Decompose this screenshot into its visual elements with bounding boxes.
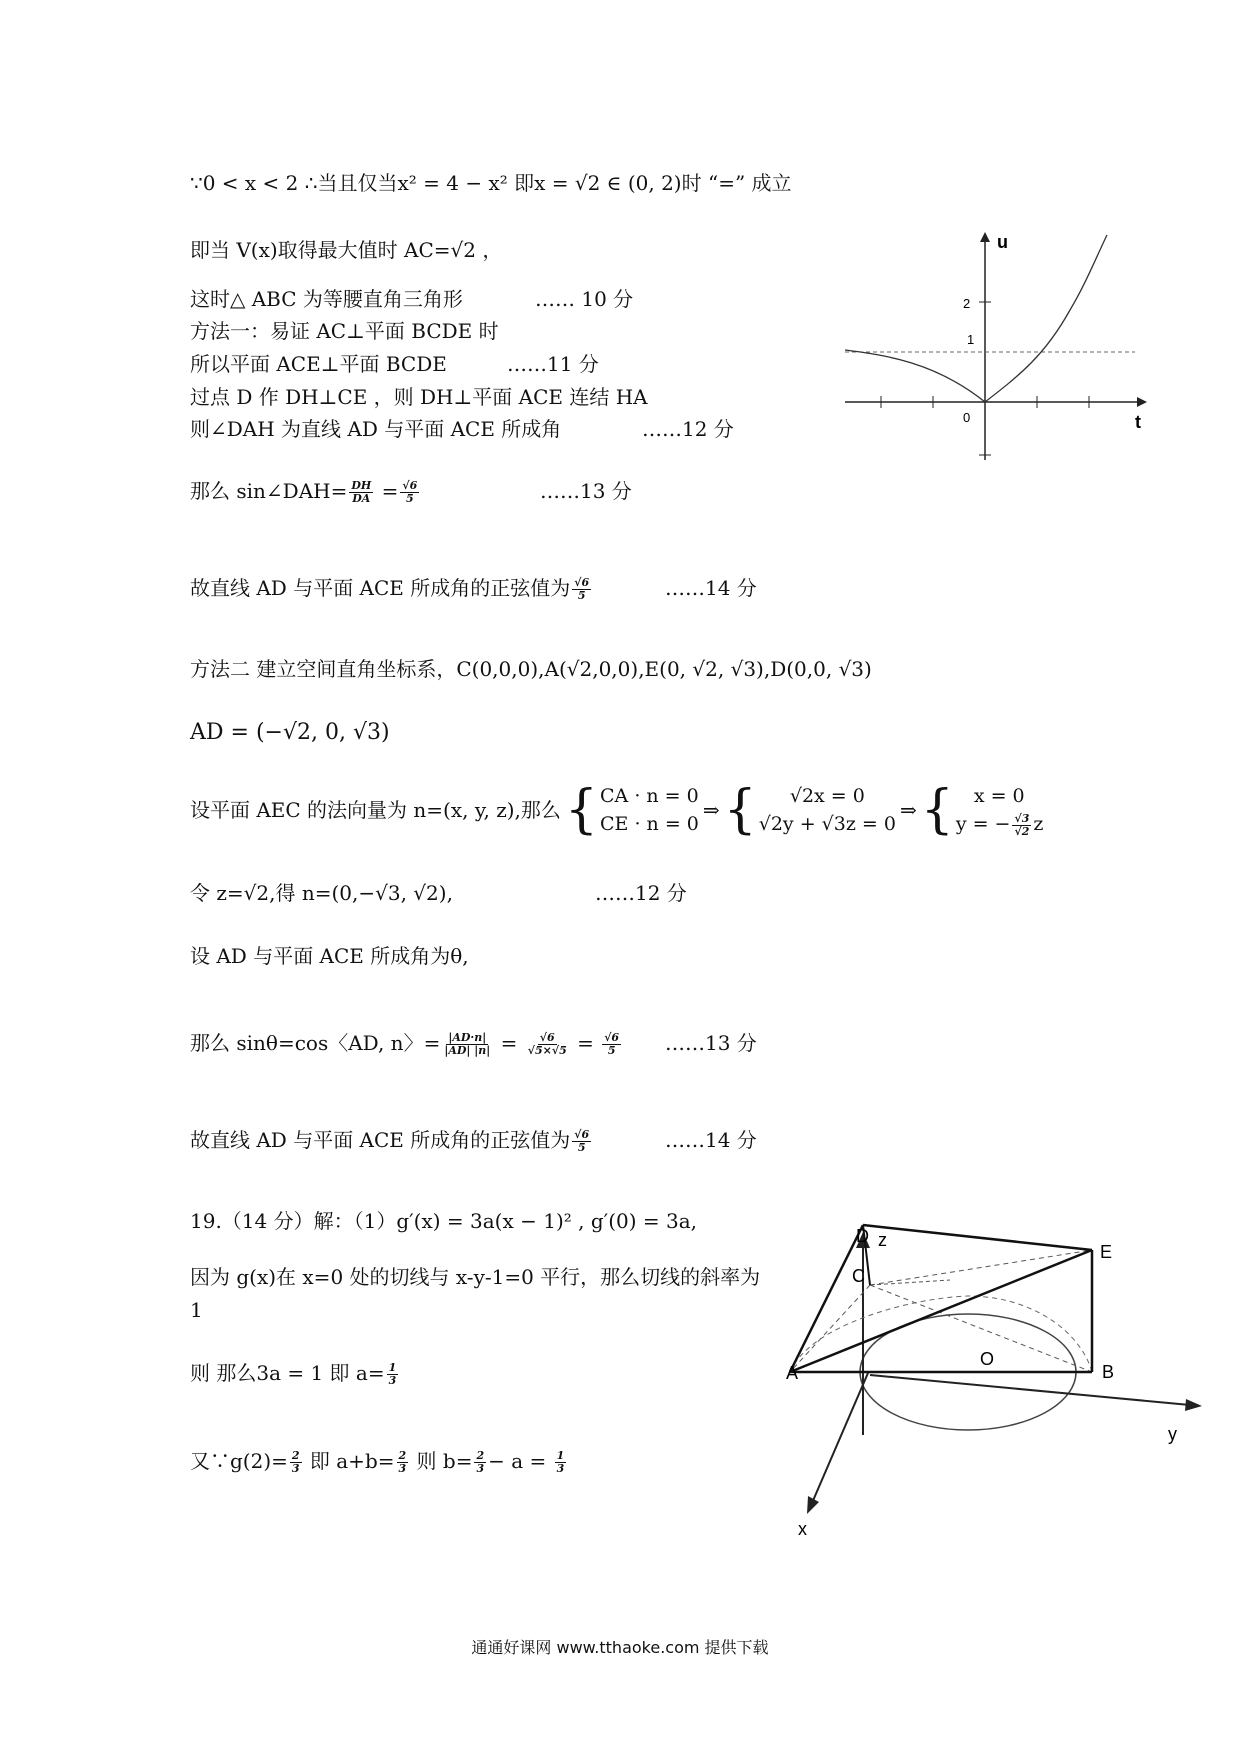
line-vector-ad: AD = (−√2, 0, √3)	[190, 720, 390, 745]
frac-den: √5×√5	[527, 1044, 567, 1057]
frac-1-3	[555, 1450, 567, 1475]
line-let-z	[190, 880, 687, 906]
label-d: D	[856, 1226, 869, 1246]
line-equality-condition: ∵0 < x < 2 ∴当且仅当x² = 4 − x² 即x = √2 ∈ (0, 2)时 “=” 成立	[190, 171, 792, 195]
frac-rt6-5	[572, 577, 591, 602]
system-1-row-2: CE · n = 0	[600, 813, 699, 835]
brace-icon: {	[564, 780, 599, 840]
t-axis-label: t	[1135, 412, 1141, 432]
sin-theta-label: 那么 sinθ=cos〈AD, n〉=	[190, 1031, 441, 1055]
line-method-two: 方法二 建立空间直角坐标系，C(0,0,0),A(√2,0,0),E(0, √2, √3),D(0,0, √3)	[190, 657, 872, 681]
frac-num: 2	[291, 1449, 300, 1462]
label-z: z	[878, 1230, 887, 1250]
score-12b: ……12 分	[595, 881, 687, 905]
q19-b-part4: − a =	[488, 1449, 553, 1473]
frac-rt6-5	[602, 1032, 621, 1057]
function-graph	[845, 230, 1165, 465]
frac-1-3	[387, 1362, 399, 1387]
score-13: ……13 分	[540, 479, 632, 503]
frac-rt6-5	[400, 480, 419, 505]
system-3	[921, 782, 1044, 838]
line-sine-result-1	[190, 575, 757, 602]
frac-den: 3	[398, 1462, 407, 1475]
u-axis-label: u	[997, 232, 1008, 252]
label-b: B	[1102, 1362, 1115, 1382]
line-q19-slope: 1	[190, 1298, 203, 1322]
score-11: ……11 分	[507, 352, 599, 376]
edge-dh	[870, 1280, 950, 1285]
q19-b-part3: 则 b=	[410, 1449, 473, 1473]
frac-num: √6	[574, 576, 590, 589]
line-sin-dah: 那么 sin∠DAH= $\frac{DH}{DA}$ = $\frac{√6}{5}$ ……13 分	[190, 479, 632, 505]
line-angle-theta: 设 AD 与平面 ACE 所成角为θ,	[190, 944, 469, 968]
system-1-row-1: CA · n = 0	[600, 785, 699, 807]
frac-den: 3	[476, 1462, 485, 1475]
normal-vector-label: 设平面 AEC 的法向量为 n=(x, y, z),那么	[190, 798, 561, 822]
edge-ad	[790, 1225, 863, 1372]
system-1	[565, 782, 699, 838]
frac-num: 2	[476, 1449, 485, 1462]
q19-a-text: 则 那么3a = 1 即 a=	[190, 1361, 385, 1385]
frac-adn	[442, 1032, 492, 1057]
t-axis-arrow-icon	[1137, 397, 1147, 407]
label-e: E	[1100, 1242, 1113, 1262]
brace-icon: {	[920, 780, 954, 840]
frac-num: DH	[351, 479, 372, 492]
base-circle-back	[790, 1296, 1092, 1372]
frac-rt3-rt2	[1012, 813, 1031, 838]
frac-num: 1	[388, 1361, 397, 1374]
tick-label-1: 1	[967, 332, 975, 347]
system-2-row-1: √2x = 0	[789, 785, 865, 807]
frac-den: 3	[388, 1374, 397, 1387]
line-q19-derivative: 19.（14 分）解：（1）g′(x) = 3a(x − 1)² , g′(0) = 3a,	[190, 1209, 698, 1233]
line-isosceles-text: 这时△ ABC 为等腰直角三角形	[190, 287, 463, 311]
implies-arrow: ⇒	[899, 798, 917, 822]
label-y: y	[1168, 1424, 1177, 1444]
line-angle-dah	[190, 416, 734, 442]
label-a: A	[786, 1363, 799, 1383]
edge-de	[863, 1225, 1092, 1250]
let-z-text: 令 z=√2,得 n=(0,−√3, √2),	[190, 881, 453, 905]
line-max-volume: 即当 V(x)取得最大值时 AC=√2 ，	[190, 238, 503, 262]
system-2	[724, 782, 896, 838]
line-q19-a	[190, 1360, 400, 1387]
solid-figure	[786, 1226, 1220, 1575]
edge-ae	[790, 1250, 1092, 1372]
u-axis-arrow-icon	[980, 232, 990, 242]
frac-den: DA	[352, 492, 371, 505]
edge-ca	[790, 1285, 870, 1372]
line-normal-vector	[190, 780, 1047, 840]
label-x: x	[798, 1519, 807, 1539]
edge-ce	[870, 1250, 1092, 1285]
line-q19-tangent: 因为 g(x)在 x=0 处的切线与 x-y-1=0 平行，那么切线的斜率为	[190, 1265, 761, 1289]
score-14b: ……14 分	[665, 1128, 757, 1152]
frac-den: 5	[577, 589, 586, 602]
frac-den: |AD| |n|	[444, 1044, 491, 1057]
frac-2-3	[290, 1450, 302, 1475]
x-axis	[812, 1373, 868, 1503]
brace-icon: {	[723, 780, 757, 840]
line-angle-dah-text: 则∠DAH 为直线 AD 与平面 ACE 所成角	[190, 417, 562, 441]
frac-den: 3	[556, 1462, 565, 1475]
frac-den: 5	[406, 492, 414, 505]
y-axis-arrow-icon	[1185, 1399, 1202, 1411]
sin-dah-label: 那么 sin∠DAH=	[190, 479, 348, 503]
line-plane-perp-text: 所以平面 ACE⊥平面 BCDE	[190, 352, 447, 376]
line-method-one: 方法一：易证 AC⊥平面 BCDE 时	[190, 319, 499, 343]
label-o: O	[980, 1349, 995, 1369]
system-3-row-2-z: z	[1033, 813, 1044, 835]
line-q19-b	[190, 1448, 568, 1475]
frac-num: √6	[402, 479, 418, 492]
frac-rt6-rt5rt5	[526, 1032, 569, 1057]
curve-left	[845, 350, 985, 402]
frac-den: 3	[291, 1462, 300, 1475]
frac-num: √6	[604, 1031, 620, 1044]
line-dh-perp: 过点 D 作 DH⊥CE ，则 DH⊥平面 ACE 连结 HA	[190, 385, 648, 409]
score-14: ……14 分	[665, 576, 757, 600]
system-2-row-2: √2y + √3z = 0	[758, 813, 896, 835]
implies-arrow: ⇒	[702, 798, 720, 822]
frac-num: √6	[574, 1128, 590, 1141]
frac-2-3	[397, 1450, 409, 1475]
line-isosceles	[190, 286, 634, 312]
frac-den: √2	[1014, 824, 1030, 838]
sine-result-text: 故直线 AD 与平面 ACE 所成角的正弦值为	[190, 1128, 571, 1152]
score-13b: ……13 分	[665, 1031, 757, 1055]
y-axis	[870, 1375, 1190, 1405]
frac-num: 2	[398, 1449, 407, 1462]
score-10: …… 10 分	[535, 287, 634, 311]
q19-b-part1: 又∵g(2)=	[190, 1449, 288, 1473]
frac-num: √3	[1014, 811, 1030, 825]
q19-b-part2: 即 a+b=	[303, 1449, 395, 1473]
frac-num: |AD·n|	[448, 1031, 487, 1044]
curve-right	[985, 235, 1107, 402]
origin-label: 0	[963, 410, 971, 425]
tick-label-2: 2	[963, 296, 971, 311]
score-12: ……12 分	[642, 417, 734, 441]
footer-source: 通通好课网 www.tthaoke.com 提供下载	[471, 1638, 769, 1657]
frac-num: 1	[556, 1449, 565, 1462]
frac-den: 5	[607, 1044, 616, 1057]
line-sine-result-2	[190, 1127, 757, 1154]
frac-den: 5	[577, 1141, 586, 1154]
sine-result-text: 故直线 AD 与平面 ACE 所成角的正弦值为	[190, 576, 571, 600]
system-3-row-2	[956, 810, 1044, 838]
frac-num: √6	[539, 1031, 555, 1044]
line-sin-theta: 那么 sinθ=cos〈AD, n〉= $\frac{|AD\cdot n|}{|AD| |n|}$ = $\frac{√6}{√5\times√5}$ = $\frac{√6}{5}$ ……13 分	[190, 1031, 757, 1057]
frac-2-3	[474, 1450, 486, 1475]
frac-dh-da	[349, 480, 373, 505]
system-3-row-1: x = 0	[973, 785, 1025, 807]
line-plane-perp	[190, 351, 599, 377]
system-3-row-2-lhs: y = −	[955, 813, 1011, 835]
label-c: C	[852, 1266, 865, 1286]
frac-rt6-5	[572, 1129, 591, 1154]
